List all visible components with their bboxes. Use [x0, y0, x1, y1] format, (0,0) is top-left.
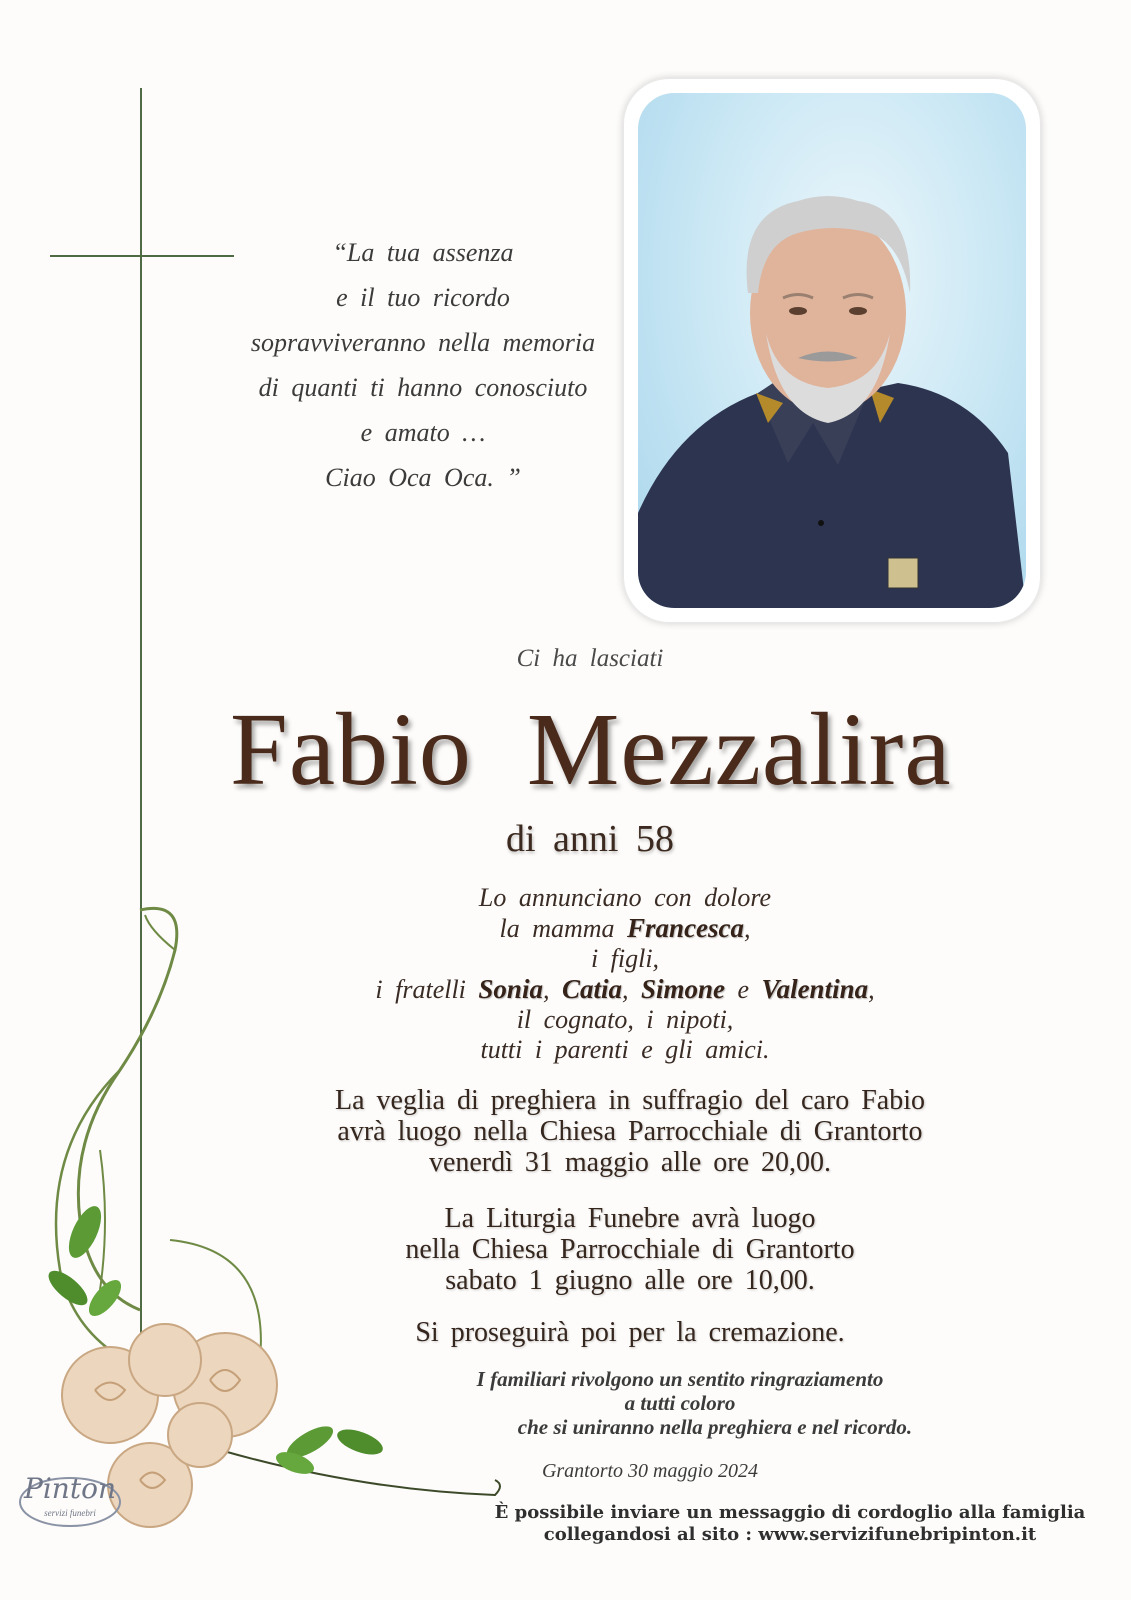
- sibling-name: Valentina: [761, 974, 869, 1004]
- liturgy-line: La Liturgia Funebre avrà luogo: [444, 1203, 816, 1234]
- intro-text: Ci ha lasciati: [516, 645, 664, 672]
- liturgy-line: sabato 1 giugno alle ore 10,00.: [445, 1265, 815, 1296]
- announce-text: i fratelli: [375, 975, 479, 1004]
- sibling-name: Sonia: [478, 974, 543, 1004]
- sibling-name: Catia: [561, 974, 622, 1004]
- cremation-info: Si proseguirà poi per la cremazione.: [415, 1317, 845, 1348]
- cross-horizontal-bar: [50, 255, 234, 257]
- quote-line: di quanti ti hanno conosciuto: [258, 373, 588, 402]
- memorial-quote: [232, 230, 614, 500]
- vigil-line: avrà luogo nella Chiesa Parrocchiale di Grantorto: [337, 1116, 923, 1147]
- announce-text: ,: [542, 975, 562, 1004]
- quote-line: e amato …: [360, 418, 486, 447]
- announce-text: ,: [744, 914, 751, 943]
- condolence-footer: [470, 1502, 1110, 1546]
- announce-line: i figli,: [590, 944, 660, 973]
- thanks-line: I familiari rivolgono un sentito ringraziamento: [476, 1367, 884, 1391]
- announce-text: ,: [868, 975, 875, 1004]
- vigil-line: La veglia di preghiera in suffragio del caro Fabio: [335, 1085, 925, 1116]
- thanks-line: che si uniranno nella preghiera e nel ricordo.: [517, 1415, 913, 1439]
- announce-line: tutti i parenti e gli amici.: [480, 1035, 770, 1064]
- portrait-photo: [638, 93, 1026, 608]
- announce-text: ,: [621, 975, 641, 1004]
- mother-name: Francesca: [627, 913, 745, 943]
- deceased-age: di anni 58: [506, 818, 674, 860]
- sibling-name: Simone: [640, 974, 725, 1004]
- deceased-name: Fabio Mezzalira: [230, 692, 952, 807]
- announce-line: Lo annunciano con dolore: [478, 883, 772, 912]
- thanks-line: a tutti coloro: [624, 1391, 736, 1415]
- place-date: Grantorto 30 maggio 2024: [541, 1460, 759, 1482]
- quote-line: sopravviveranno nella memoria: [250, 328, 596, 357]
- vigil-line: venerdì 31 maggio alle ore 20,00.: [428, 1147, 832, 1178]
- liturgy-line: nella Chiesa Parrocchiale di Grantorto: [405, 1234, 855, 1265]
- footer-line: È possibile inviare un messaggio di cordoglio alla famiglia: [494, 1502, 1086, 1523]
- announce-text: e: [725, 975, 762, 1004]
- logo-subtitle: servizi funebri: [44, 1508, 96, 1518]
- quote-line: Ciao Oca Oca. ”: [325, 463, 521, 492]
- quote-line: “La tua assenza: [332, 238, 514, 267]
- logo-name: Pinton: [24, 1472, 116, 1505]
- announce-text: la mamma: [499, 914, 628, 943]
- announce-line: il cognato, i nipoti,: [516, 1005, 734, 1034]
- quote-line: e il tuo ricordo: [336, 283, 510, 312]
- footer-link-line[interactable]: collegandosi al sito : www.servizifunebripinton.it: [543, 1524, 1037, 1545]
- portrait-illustration: [638, 93, 1026, 608]
